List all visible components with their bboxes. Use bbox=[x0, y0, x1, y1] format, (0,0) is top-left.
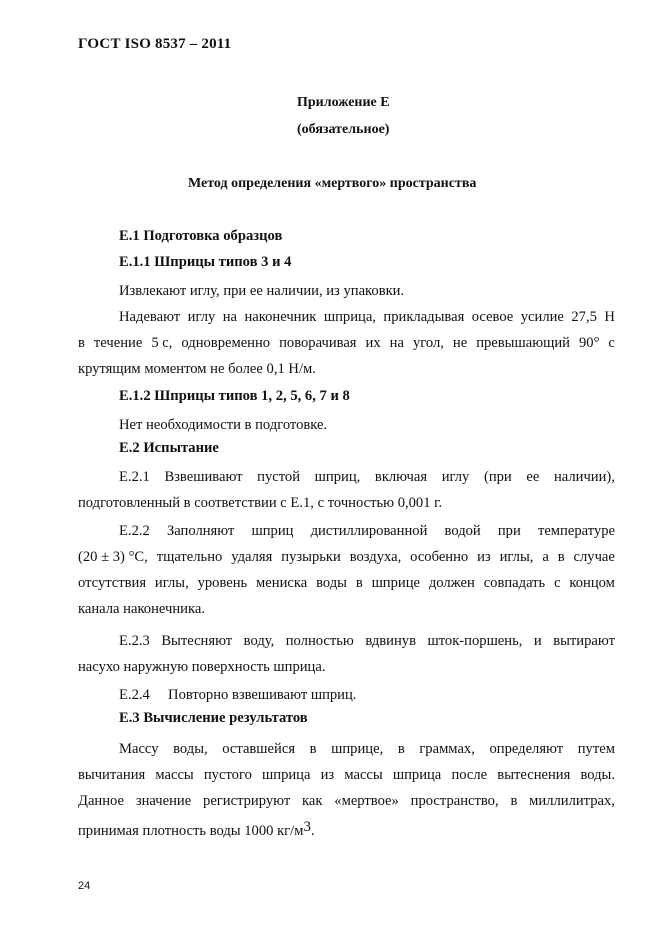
word: их bbox=[365, 335, 381, 351]
word: в bbox=[557, 549, 565, 565]
word: 90° bbox=[578, 335, 600, 351]
text-line: крутящим моментом не более 0,1 Н/м. bbox=[78, 361, 316, 377]
word: Надевают bbox=[119, 309, 181, 325]
word: как bbox=[302, 793, 323, 809]
word: дистиллированной bbox=[310, 523, 428, 539]
word: Е.2.1 bbox=[119, 469, 150, 485]
word: воздуха, bbox=[349, 549, 402, 565]
word: миллилитрах, bbox=[529, 793, 615, 809]
section-e11-heading: Е.1.1 Шприцы типов 3 и 4 bbox=[119, 254, 292, 270]
word: (20 ± 3) °С, bbox=[78, 549, 148, 565]
text-line: канала наконечника. bbox=[78, 601, 205, 617]
paragraph-e12 bbox=[78, 414, 615, 436]
word: воды, bbox=[173, 741, 208, 757]
paragraph-e22 bbox=[78, 520, 615, 620]
word: Заполняют bbox=[166, 523, 235, 539]
word: должен bbox=[428, 575, 475, 591]
word: значение bbox=[135, 793, 192, 809]
justified-line bbox=[119, 630, 615, 652]
annex-status: (обязательное) bbox=[297, 122, 390, 137]
word: температуре bbox=[537, 523, 615, 539]
word: наличии), bbox=[553, 469, 615, 485]
word: вытеснения bbox=[497, 767, 571, 783]
word: на bbox=[389, 335, 404, 351]
word: Взвешивают bbox=[164, 469, 243, 485]
justified-line bbox=[78, 764, 615, 786]
justified-line bbox=[78, 332, 615, 354]
word: регистрируют bbox=[203, 793, 291, 809]
word: одновременно bbox=[181, 335, 271, 351]
page-number: 24 bbox=[78, 880, 91, 892]
standard-header: ГОСТ ISO 8537 – 2011 bbox=[78, 36, 232, 52]
word: Данное bbox=[78, 793, 125, 809]
word: совпадать bbox=[483, 575, 546, 591]
word: оставшейся bbox=[222, 741, 296, 757]
word: иглу bbox=[441, 469, 470, 485]
word: превышающий bbox=[476, 335, 570, 351]
superscript: 3 bbox=[303, 819, 311, 835]
word: массы bbox=[155, 767, 194, 783]
word: и bbox=[533, 633, 542, 649]
word: шприца, bbox=[323, 309, 376, 325]
word: мениска bbox=[256, 575, 308, 591]
section-e1-heading: Е.1 Подготовка образцов bbox=[119, 228, 283, 244]
word: концом bbox=[569, 575, 615, 591]
justified-line bbox=[119, 738, 615, 760]
justified-line bbox=[78, 790, 615, 812]
word: вытирают bbox=[553, 633, 615, 649]
word: осевое bbox=[471, 309, 514, 325]
word: водой bbox=[444, 523, 481, 539]
word: «мертвое» bbox=[334, 793, 399, 809]
word: шприц bbox=[251, 523, 294, 539]
text-line: насухо наружную поверхность шприца. bbox=[78, 659, 326, 675]
word: пузырьки bbox=[281, 549, 341, 565]
word: особенно bbox=[410, 549, 469, 565]
word: в bbox=[510, 793, 518, 809]
word: Е.2.2 bbox=[119, 523, 150, 539]
word: Н bbox=[604, 309, 615, 325]
word: воды. bbox=[580, 767, 615, 783]
word: вдвинув bbox=[365, 633, 416, 649]
word: массы bbox=[344, 767, 383, 783]
text-line: Е.2.4 Повторно взвешивают шприц. bbox=[119, 687, 357, 703]
word: на bbox=[222, 309, 238, 325]
word: путем bbox=[577, 741, 615, 757]
word: поворачивая bbox=[279, 335, 357, 351]
word: иглу bbox=[187, 309, 216, 325]
word: отсутствия bbox=[78, 575, 147, 591]
word: в bbox=[78, 335, 85, 351]
word: уровень bbox=[197, 575, 248, 591]
text-line bbox=[78, 816, 615, 842]
justified-line bbox=[78, 546, 615, 568]
word: иглы, bbox=[499, 549, 534, 565]
paragraph-e11-1 bbox=[78, 280, 615, 302]
word: с bbox=[554, 575, 561, 591]
text-line: Извлекают иглу, при ее наличии, из упаковки. bbox=[119, 283, 405, 299]
word: воду, bbox=[243, 633, 275, 649]
word: пустого bbox=[203, 767, 252, 783]
word: воды bbox=[316, 575, 347, 591]
word: не bbox=[452, 335, 468, 351]
word: прикладывая bbox=[383, 309, 465, 325]
justified-line bbox=[78, 572, 615, 594]
word: в bbox=[355, 575, 363, 591]
section-e2-heading: Е.2 Испытание bbox=[119, 440, 219, 456]
word: полностью bbox=[285, 633, 354, 649]
word: наконечник bbox=[244, 309, 317, 325]
method-title: Метод определения «мертвого» пространства bbox=[188, 176, 477, 191]
word: включая bbox=[374, 469, 428, 485]
text-line: Нет необходимости в подготовке. bbox=[119, 417, 328, 433]
word: течение bbox=[93, 335, 143, 351]
paragraph-e21 bbox=[78, 466, 615, 514]
word: 5 с, bbox=[151, 335, 173, 351]
word: шток-поршень, bbox=[427, 633, 523, 649]
word: удаляя bbox=[231, 549, 273, 565]
word: шприце, bbox=[331, 741, 384, 757]
text-fragment: принимая плотность воды 1000 кг/м bbox=[78, 823, 304, 839]
word: усилие bbox=[520, 309, 564, 325]
justified-line bbox=[119, 466, 615, 488]
word: (при bbox=[483, 469, 512, 485]
word: в bbox=[397, 741, 405, 757]
text-fragment: . bbox=[310, 823, 315, 839]
word: граммах, bbox=[419, 741, 475, 757]
word: шприц, bbox=[314, 469, 361, 485]
word: 27,5 bbox=[571, 309, 597, 325]
word: в bbox=[309, 741, 317, 757]
word: при bbox=[497, 523, 521, 539]
annex-title: Приложение Е bbox=[297, 95, 390, 110]
word: вычитания bbox=[78, 767, 146, 783]
word: Е.2.3 bbox=[119, 633, 150, 649]
word: Вытесняют bbox=[161, 633, 233, 649]
justified-line bbox=[119, 306, 615, 328]
word: из bbox=[320, 767, 335, 783]
word: после bbox=[451, 767, 488, 783]
word: а bbox=[542, 549, 549, 565]
text-line: подготовленный в соответствии с Е.1, с точностью 0,001 г. bbox=[78, 495, 443, 511]
word: шприца bbox=[262, 767, 311, 783]
section-e12-heading: Е.1.2 Шприцы типов 1, 2, 5, 6, 7 и 8 bbox=[119, 388, 350, 404]
word: с bbox=[608, 335, 615, 351]
word: угол, bbox=[412, 335, 444, 351]
paragraph-e11-2 bbox=[78, 306, 615, 380]
section-e3-heading: Е.3 Вычисление результатов bbox=[119, 710, 308, 726]
word: шприце bbox=[371, 575, 421, 591]
word: случае bbox=[573, 549, 615, 565]
word: шприца bbox=[392, 767, 442, 783]
paragraph-e24 bbox=[78, 684, 615, 706]
word: Массу bbox=[119, 741, 159, 757]
word: пространство, bbox=[410, 793, 499, 809]
word: тщательно bbox=[156, 549, 223, 565]
word: ее bbox=[526, 469, 540, 485]
paragraph-e3 bbox=[78, 738, 615, 842]
word: пустой bbox=[257, 469, 301, 485]
word: из bbox=[477, 549, 491, 565]
word: определяют bbox=[489, 741, 564, 757]
paragraph-e23 bbox=[78, 630, 615, 678]
word: иглы, bbox=[154, 575, 189, 591]
justified-line bbox=[119, 520, 615, 542]
